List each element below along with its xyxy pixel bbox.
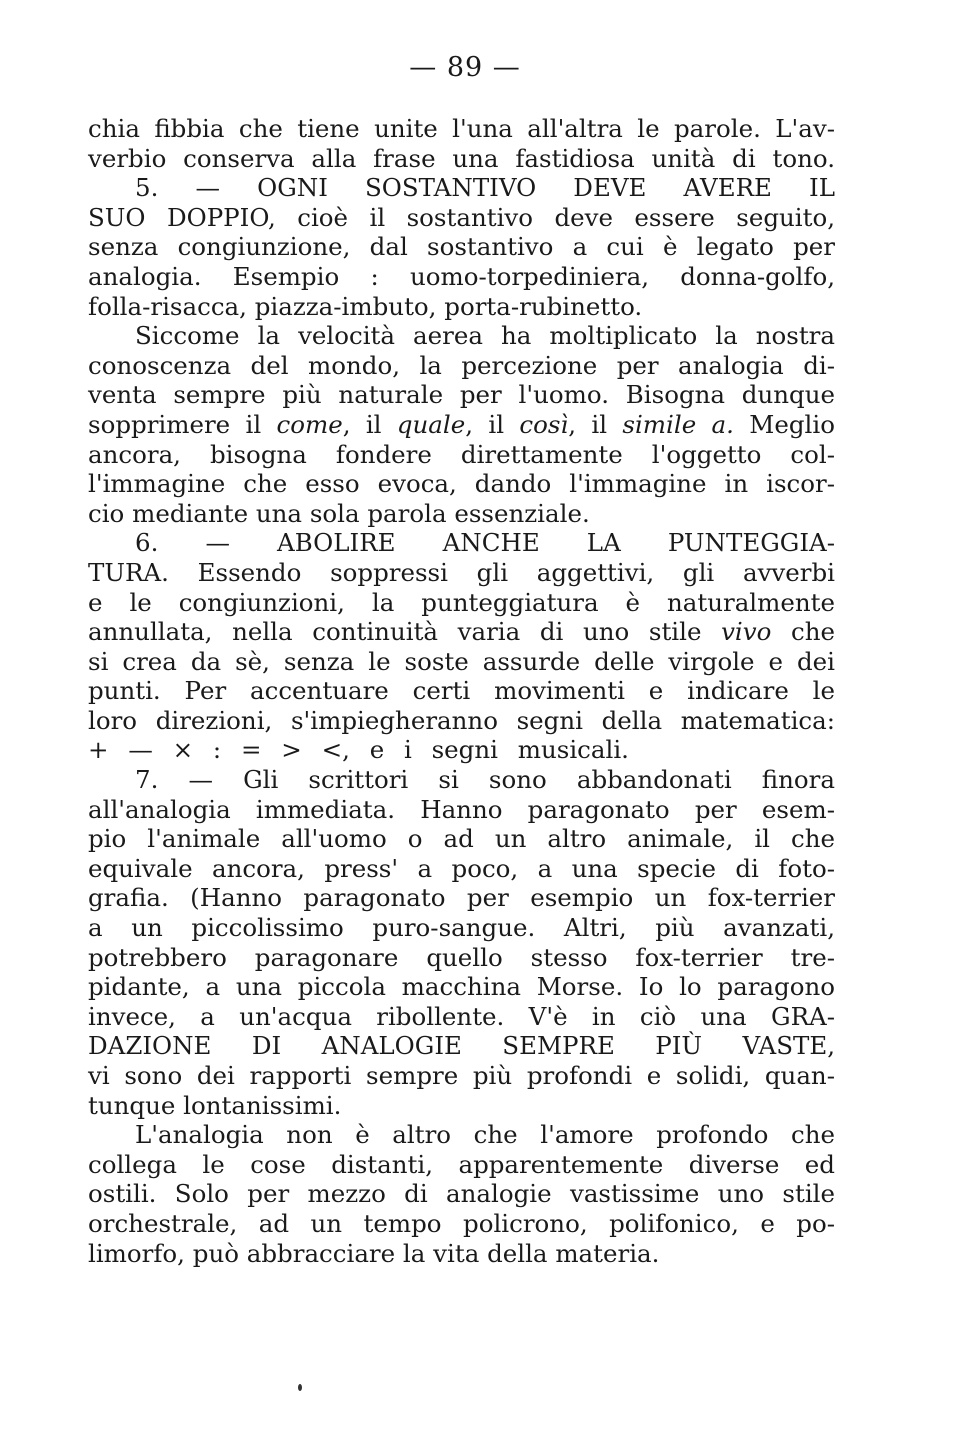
text-segment: folla-risacca, piazza-imbuto, porta-rubinetto. <box>88 291 643 321</box>
text-segment: tunque lontanissimi. <box>88 1090 342 1120</box>
text-line <box>88 1209 835 1239</box>
text-line <box>88 1061 835 1091</box>
italic-text: come <box>276 409 343 439</box>
text-segment: 7. — Gli scrittori si sono abbandonati finora <box>135 765 835 795</box>
text-line <box>88 913 835 943</box>
text-segment: si crea da sè, senza le soste assurde delle virgole e dei <box>88 646 835 676</box>
text-segment: collega le cose distanti, apparentemente diverse ed <box>88 1149 835 1179</box>
text-line <box>88 262 835 292</box>
text-segment: analogia. Esempio : uomo-torpediniera, donna-golfo, <box>88 261 835 291</box>
text-segment: conoscenza del mondo, la percezione per analogia di- <box>88 350 835 380</box>
text-segment: ostili. Solo per mezzo di analogie vastissime uno stile <box>88 1179 835 1209</box>
text-line <box>88 114 835 144</box>
text-line <box>88 499 835 529</box>
text-segment: sopprimere il <box>88 409 277 439</box>
text-line <box>88 440 835 470</box>
text-segment: a un piccolissimo puro-sangue. Altri, più avanzati, <box>88 913 835 943</box>
text-line <box>88 410 835 440</box>
text-line <box>88 854 835 884</box>
text-line <box>88 706 835 736</box>
italic-text: così <box>519 409 569 439</box>
text-segment: verbio conserva alla frase una fastidiosa unità di tono. <box>88 143 835 173</box>
text-segment: annullata, nella continuità varia di uno stile <box>88 617 722 647</box>
text-segment: DAZIONE DI ANALOGIE SEMPRE PIÙ VASTE, <box>88 1031 835 1061</box>
text-segment: L'analogia non è altro che l'amore profondo che <box>135 1120 835 1150</box>
text-segment: Meglio <box>733 409 835 439</box>
text-segment: senza congiunzione, dal sostantivo a cui è legato per <box>88 232 835 262</box>
text-line <box>88 232 835 262</box>
text-segment: punti. Per accentuare certi movimenti e indicare le <box>88 676 835 706</box>
text-segment: limorfo, può abbracciare la vita della materia. <box>88 1238 660 1268</box>
text-line <box>88 824 835 854</box>
text-segment: pio l'animale all'uomo o ad un altro animale, il che <box>88 824 835 854</box>
text-line <box>88 617 835 647</box>
text-segment: pidante, a una piccola macchina Morse. Io lo paragono <box>88 972 835 1002</box>
text-line <box>88 380 835 410</box>
text-segment: Siccome la velocità aerea ha moltiplicato la nostra <box>135 321 835 351</box>
text-segment: potrebbero paragonare quello stesso fox-terrier tre- <box>88 942 835 972</box>
text-line <box>88 943 835 973</box>
text-line <box>88 972 835 1002</box>
text-segment: 5. — OGNI SOSTANTIVO DEVE AVERE IL <box>135 173 835 203</box>
text-line <box>88 676 835 706</box>
text-line <box>88 1091 835 1121</box>
text-line <box>88 1002 835 1032</box>
text-line <box>88 203 835 233</box>
text-segment: + — × : = > <, e i segni musicali. <box>88 735 629 765</box>
text-line <box>88 173 835 203</box>
text-line <box>88 351 835 381</box>
text-line <box>88 1120 835 1150</box>
text-line <box>88 292 835 322</box>
text-segment: equivale ancora, press' a poco, a una specie di foto- <box>88 853 835 883</box>
text-line <box>88 469 835 499</box>
text-segment: 6. — ABOLIRE ANCHE LA PUNTEGGIA- <box>135 528 835 558</box>
text-segment: cio mediante una sola parola essenziale. <box>88 498 590 528</box>
text-segment: vi sono dei rapporti sempre più profondi e solidi, quan- <box>88 1061 835 1090</box>
text-segment: TURA. Essendo soppressi gli aggettivi, gli avverbi <box>88 557 835 587</box>
text-line <box>88 558 835 588</box>
text-segment: chia fibbia che tiene unite l'una all'altra le parole. L'av- <box>88 114 835 143</box>
text-segment: invece, a un'acqua ribollente. V'è in ciò una GRA- <box>88 1001 835 1031</box>
italic-text: quale <box>396 409 466 439</box>
text-line <box>88 1150 835 1180</box>
ink-speck <box>298 1384 302 1391</box>
text-segment: orchestrale, ad un tempo policrono, polifonico, e po- <box>88 1208 835 1238</box>
text-segment: all'analogia immediata. Hanno paragonato per esem- <box>88 794 835 824</box>
text-segment: grafia. (Hanno paragonato per esempio un fox-terrier <box>88 883 835 913</box>
text-line <box>88 883 835 913</box>
text-line <box>88 1239 835 1269</box>
text-segment: venta sempre più naturale per l'uomo. Bisogna dunque <box>88 380 835 410</box>
text-segment: e le congiunzioni, la punteggiatura è naturalmente <box>88 587 835 617</box>
italic-text: simile a. <box>622 409 734 439</box>
text-line <box>88 795 835 825</box>
text-line <box>88 765 835 795</box>
text-segment: che <box>771 617 835 647</box>
page-number: — 89 — <box>409 52 521 83</box>
text-line <box>88 528 835 558</box>
text-segment: ancora, bisogna fondere direttamente l'oggetto col- <box>88 439 835 469</box>
text-line <box>88 1179 835 1209</box>
text-segment: , il <box>342 409 397 439</box>
text-line <box>88 588 835 618</box>
text-segment: , il <box>465 409 520 439</box>
italic-text: vivo <box>721 617 772 647</box>
text-line <box>88 735 835 765</box>
text-line <box>88 1031 835 1061</box>
text-line <box>88 321 835 351</box>
text-segment: , il <box>568 409 623 439</box>
body-text <box>88 114 835 1268</box>
text-line <box>88 647 835 677</box>
text-segment: SUO DOPPIO, cioè il sostantivo deve essere seguito, <box>88 202 835 232</box>
text-segment: loro direzioni, s'impiegheranno segni della matematica: <box>88 705 835 735</box>
text-line <box>88 144 835 174</box>
text-segment: l'immagine che esso evoca, dando l'immagine in iscor- <box>88 469 835 499</box>
